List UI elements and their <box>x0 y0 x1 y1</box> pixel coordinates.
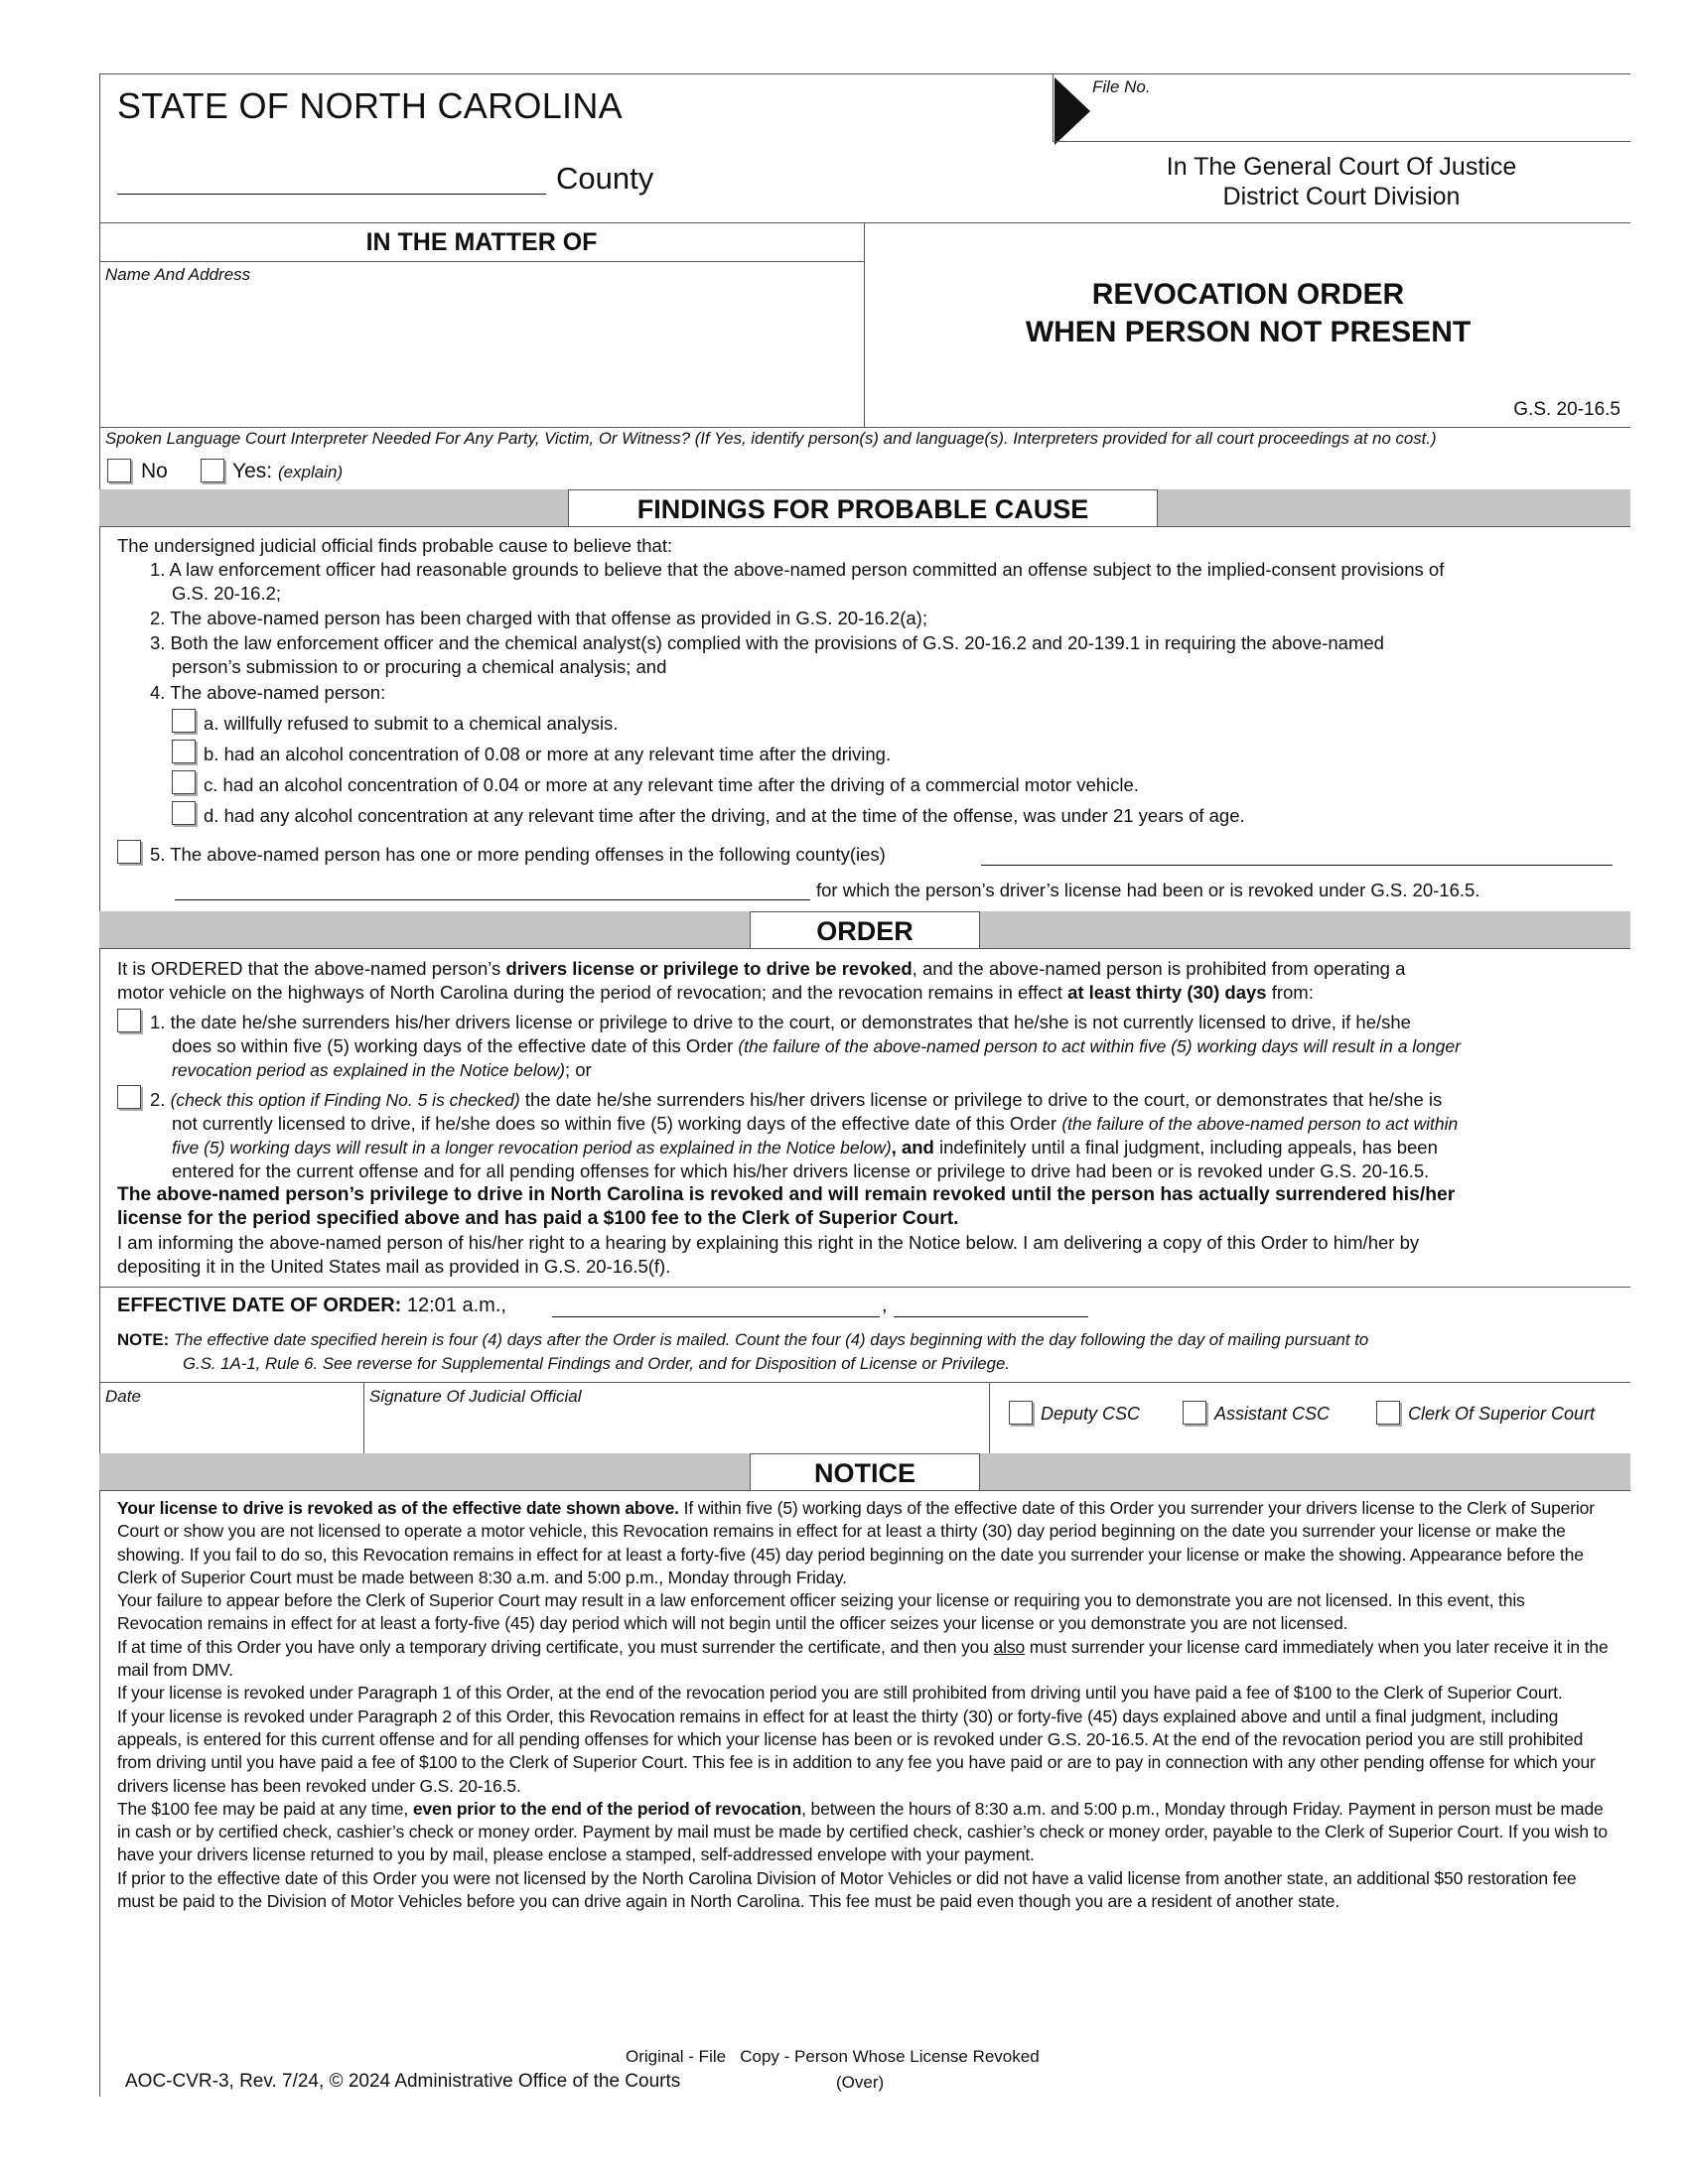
deputy-csc-label: Deputy CSC <box>1041 1404 1141 1424</box>
order-opt1-l1: 1. the date he/she surrenders his/her drivers license or privilege to drive to the court, or demonstrates that he/she is not currently licensed to drive, if he/she <box>150 1012 1411 1032</box>
assistant-csc-checkbox[interactable] <box>1183 1401 1206 1425</box>
effective-date-blank[interactable] <box>552 1316 880 1317</box>
yes-note: (explain) <box>277 463 344 481</box>
signature-label: Signature Of Judicial Official <box>369 1387 582 1406</box>
finding-5-checkbox[interactable] <box>117 840 141 864</box>
effective-label: EFFECTIVE DATE OF ORDER: <box>117 1295 402 1316</box>
order-option-2-checkbox[interactable] <box>117 1085 141 1109</box>
finding-3b: person’s submission to or procuring a chemical analysis; and <box>172 656 667 677</box>
file-no-label: File No. <box>1092 77 1151 96</box>
interpreter-no-label: No <box>141 460 168 482</box>
notice-p6b: even prior to the end of the period of revocation <box>412 1798 802 1819</box>
finding-3a: 3. Both the law enforcement officer and the chemical analyst(s) complied with the provisions of G.S. 20-16.2 and 20-139.1 in requiring the above-named <box>150 632 1384 653</box>
finding-4b-checkbox[interactable] <box>172 740 196 763</box>
order-opt2-l2 <box>172 1112 1458 1137</box>
order-bold-2: license for the period specified above and has paid a $100 fee to the Clerk of Superior Court. <box>117 1208 959 1229</box>
o2-l3a: five (5) working days will result in a longer revocation period as explained in the Notice below) <box>172 1138 892 1158</box>
order-inform-2: depositing it in the United States mail as provided in G.S. 20-16.5(f). <box>117 1256 671 1277</box>
notice-p5: If your license is revoked under Paragraph 2 of this Order, this Revocation remains in effect for at least the thirty (30) or forty-five (45) days explained above and until a final judgment, including appeals, is entered for this current offense and for all pending offenses for which your license has been or is revoked under G.S. 20-16.5. At the end of the revocation period you are still prohibited from driving until you have paid a fee of $100 to the Clerk of Superior Court. This fee is in addition to any fee you have paid or are to pay in connection with any other pending offense for which your drivers license has been revoked under G.S. 20-16.5. <box>117 1706 1596 1796</box>
order-p1b: drivers license or privilege to drive be revoked <box>505 958 913 979</box>
notice-body <box>117 1497 1615 1913</box>
notice-p3b: must surrender your license card immediately when you later receive it in the mail from DMV. <box>117 1636 1609 1681</box>
order-opt2-l3 <box>172 1136 1438 1160</box>
finding-4a-checkbox[interactable] <box>172 709 196 733</box>
o1-l2a: does so within five (5) working days of the effective date of this Order <box>172 1035 739 1056</box>
name-address-label: Name And Address <box>105 265 251 284</box>
notice-p6c: , between the hours of 8:30 a.m. and 5:00 p.m., Monday through Friday. Payment in person must be made in cash or by certified check, cashier’s check or money order. Payment by mail must be made by certified check, cashier’s check or money order, payable to the Clerk of Superior Court. If you wish to have your drivers license returned to you by mail, please enclose a stamped, self-addressed envelope with your payment. <box>117 1798 1608 1865</box>
order-heading: ORDER <box>750 911 980 948</box>
finding-4a: a. willfully refused to submit to a chemical analysis. <box>204 713 619 734</box>
o2-l1a: 2. <box>150 1089 171 1110</box>
county-label: County <box>556 161 654 196</box>
notice-p3u: also <box>993 1636 1026 1657</box>
o1-l3b: ; or <box>564 1059 592 1080</box>
effective-year-blank[interactable] <box>894 1316 1088 1317</box>
notice-p1 <box>117 1497 1615 1589</box>
county-list-blank-2[interactable] <box>175 899 810 900</box>
clerk-label: Clerk Of Superior Court <box>1408 1404 1596 1424</box>
assistant-csc-label: Assistant CSC <box>1214 1404 1331 1424</box>
interpreter-yes-label <box>232 460 343 483</box>
effective-comma: , <box>882 1295 888 1316</box>
name-address-field[interactable] <box>103 288 858 423</box>
o2-l2b: (the failure of the above-named person to act within <box>1061 1114 1459 1134</box>
o2-l1c: the date he/she surrenders his/her drivers license or privilege to drive to the court, or demonstrates that he/she is <box>519 1089 1443 1110</box>
o1-l3a: revocation period as explained in the Notice below) <box>172 1060 565 1080</box>
note-text-1: The effective date specified herein is four (4) days after the Order is mailed. Count the four (4) days beginning with the day following the day of mailing pursuant to <box>173 1330 1369 1349</box>
notice-p3a: If at time of this Order you have only a temporary driving certificate, you must surrender the certificate, and then you <box>117 1636 994 1657</box>
effective-note-1 <box>117 1328 1368 1352</box>
o2-l3c: indefinitely until a final judgment, including appeals, has been <box>933 1137 1438 1158</box>
order-p1a: It is ORDERED that the above-named person’s <box>117 958 506 979</box>
matter-heading: IN THE MATTER OF <box>365 228 598 256</box>
form-title-line1: REVOCATION ORDER <box>1091 278 1405 311</box>
order-opt1-l3 <box>172 1058 592 1083</box>
arrow-icon <box>1055 77 1090 145</box>
court-line1: In The General Court Of Justice <box>1166 153 1517 181</box>
effective-date-row <box>117 1295 506 1317</box>
note-label: NOTE: <box>117 1330 170 1349</box>
form-title-line2: WHEN PERSON NOT PRESENT <box>1025 316 1472 348</box>
court-line2: District Court Division <box>1222 183 1461 210</box>
findings-heading: FINDINGS FOR PROBABLE CAUSE <box>568 489 1158 526</box>
footer-copies: Original - File Copy - Person Whose License Revoked <box>626 2047 1040 2066</box>
footer-form-id: AOC-CVR-3, Rev. 7/24, © 2024 Administrative Office of the Courts <box>125 2071 681 2092</box>
notice-p3 <box>117 1636 1615 1683</box>
o2-l3b: , and <box>891 1137 934 1158</box>
order-opt2-l4: entered for the current offense and for all pending offenses for which his/her drivers license or privilege to drive had been or is revoked under G.S. 20-16.5. <box>172 1160 1430 1181</box>
effective-time: 12:01 a.m., <box>406 1295 506 1316</box>
footer-over: (Over) <box>836 2073 885 2092</box>
order-p1c: , and the above-named person is prohibited from operating a <box>912 958 1406 979</box>
finding-1a: 1. A law enforcement officer had reasonable grounds to believe that the above-named person committed an offense subject to the implied-consent provisions of <box>150 559 1445 580</box>
notice-p4: If your license is revoked under Paragraph 1 of this Order, at the end of the revocation period you are still prohibited from driving until you have paid a fee of $100 to the Clerk of Superior Court. <box>117 1683 1563 1704</box>
finding-5b: for which the person’s driver’s license had been or is revoked under G.S. 20-16.5. <box>816 880 1480 900</box>
interpreter-yes-checkbox[interactable] <box>201 459 224 482</box>
order-p1f: from: <box>1266 982 1314 1003</box>
notice-p2: Your failure to appear before the Clerk of Superior Court may result in a law enforcement officer seizing your license or requiring you to demonstrate you are not licensed. In this event, this Revocation remains in effect for at least a forty-five (45) day period which will not begin until the officer seizes your license or you demonstrate you are not licensed. <box>117 1590 1525 1634</box>
finding-4d-checkbox[interactable] <box>172 801 196 825</box>
order-para-1b <box>117 981 1314 1005</box>
order-inform-1: I am informing the above-named person of his/her right to a hearing by explaining this right in the Notice below. I am delivering a copy of this Order to him/her by <box>117 1232 1420 1253</box>
finding-4d: d. had any alcohol concentration at any relevant time after the driving, and at the time of the offense, was under 21 years of age. <box>204 805 1245 826</box>
notice-p6a: The $100 fee may be paid at any time, <box>117 1798 413 1819</box>
signature-field[interactable] <box>367 1408 985 1449</box>
finding-4c-checkbox[interactable] <box>172 770 196 794</box>
finding-1b: G.S. 20-16.2; <box>172 583 282 604</box>
deputy-csc-checkbox[interactable] <box>1009 1401 1033 1425</box>
findings-intro: The undersigned judicial official finds probable cause to believe that: <box>117 535 673 556</box>
county-blank[interactable] <box>117 194 546 195</box>
notice-p6 <box>117 1798 1615 1867</box>
date-field[interactable] <box>103 1408 359 1449</box>
order-opt1-l2 <box>172 1034 1461 1059</box>
o1-l2b: (the failure of the above-named person to act within five (5) working days will result in a longer <box>738 1036 1461 1056</box>
effective-note-2: G.S. 1A-1, Rule 6. See reverse for Supplemental Findings and Order, and for Disposition of License or Privilege. <box>183 1354 1010 1373</box>
order-p1e: at least thirty (30) days <box>1067 982 1267 1003</box>
interpreter-question: Spoken Language Court Interpreter Needed For Any Party, Victim, Or Witness? (If Yes, identify person(s) and language(s). Interpreters provided for all court proceedings at no cost.) <box>105 429 1437 448</box>
notice-p7: If prior to the effective date of this Order you were not licensed by the North Carolina Division of Motor Vehicles or did not have a valid license from another state, an additional $50 restoration fee must be paid to the Division of Motor Vehicles before you can drive again in North Carolina. This fee must be paid even though you are a resident of another state. <box>117 1867 1577 1912</box>
statute-ref: G.S. 20-16.5 <box>1513 399 1620 420</box>
order-bold-1: The above-named person’s privilege to drive in North Carolina is revoked and will remain revoked until the person has actually surrendered his/her <box>117 1184 1456 1205</box>
finding-2: 2. The above-named person has been charged with that offense as provided in G.S. 20-16.2(a); <box>150 608 927 628</box>
finding-4: 4. The above-named person: <box>150 682 386 703</box>
order-option-1-checkbox[interactable] <box>117 1009 141 1032</box>
notice-heading: NOTICE <box>750 1453 980 1490</box>
interpreter-no-checkbox[interactable] <box>107 459 131 482</box>
order-para-1a <box>117 957 1405 981</box>
yes-text: Yes: <box>232 460 273 482</box>
o2-l1b: (check this option if Finding No. 5 is checked) <box>170 1090 520 1110</box>
notice-p1-bold: Your license to drive is revoked as of the effective date shown above. <box>117 1498 679 1518</box>
order-opt2-l1 <box>150 1088 1442 1113</box>
state-title: STATE OF NORTH CAROLINA <box>117 85 623 126</box>
finding-4c: c. had an alcohol concentration of 0.04 or more at any relevant time after the driving of a commercial motor vehicle. <box>204 774 1139 795</box>
clerk-checkbox[interactable] <box>1376 1401 1400 1425</box>
date-label: Date <box>105 1387 141 1406</box>
o2-l2a: not currently licensed to drive, if he/she does so within five (5) working days of the effective date of this Order <box>172 1113 1062 1134</box>
county-list-blank-1[interactable] <box>981 865 1613 866</box>
notice-p1-rest: If within five (5) working days of the effective date of this Order you surrender your drivers license to the Clerk of Superior Court or show you are not licensed to operate a motor vehicle, this Revocation remains in effect for at least a thirty (30) day period beginning on the date you surrender your license or make the showing. If you fail to do so, this Revocation remains in effect for at least a forty-five (45) day period beginning on the date you surrender your license or make the showing. Appearance before the Clerk of Superior Court must be made between 8:30 a.m. and 5:00 p.m., Monday through Friday. <box>117 1498 1595 1587</box>
finding-5a: 5. The above-named person has one or more pending offenses in the following county(ies) <box>150 844 886 865</box>
finding-4b: b. had an alcohol concentration of 0.08 or more at any relevant time after the driving. <box>204 744 892 764</box>
order-p1d: motor vehicle on the highways of North Carolina during the period of revocation; and the revocation remains in effect <box>117 982 1068 1003</box>
